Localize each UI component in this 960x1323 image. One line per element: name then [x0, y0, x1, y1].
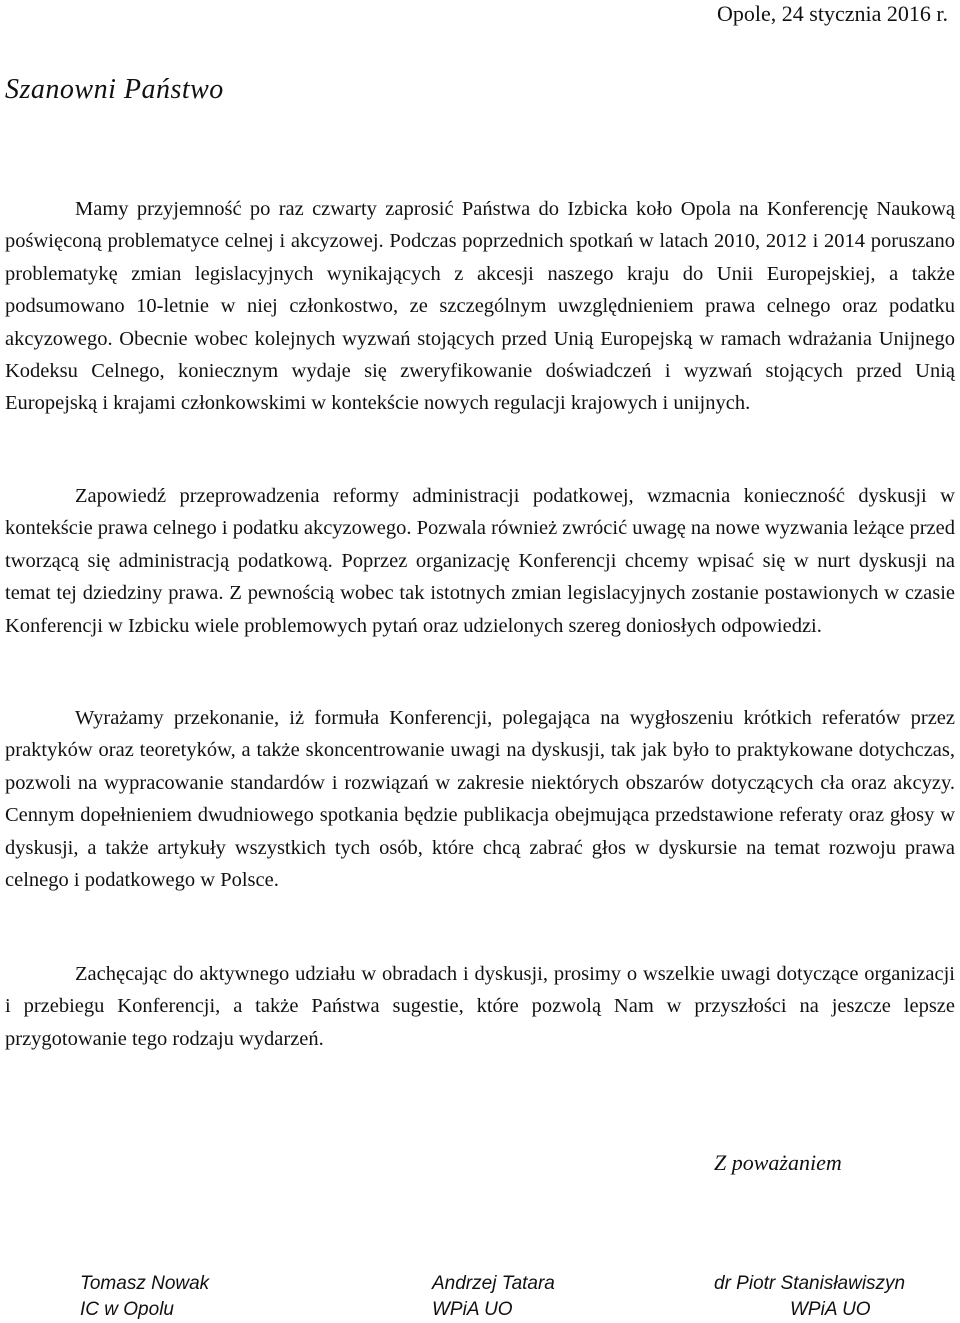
signatory-affiliation: WPiA UO	[790, 1299, 871, 1320]
paragraph-2	[5, 480, 955, 642]
signatory-affiliation: IC w Opolu	[80, 1299, 174, 1320]
signatory-affiliation: WPiA UO	[432, 1299, 513, 1320]
salutation: Szanowni Państwo	[5, 74, 224, 105]
paragraph-text: Mamy przyjemność po raz czwarty zaprosić Państwa do Izbicka koło Opola na Konferencję Naukową poświęconą problematyce celnej i akcyzowej. Podczas poprzednich spotkań w latach 2010, 2012 i 2014 poruszano problematykę zmian legislacyjnych wynikających z akcesji naszego kraju do Unii Europejskiej, a także podsumowano 10-letnie w niej członkostwo, ze szczególnym uwzględnieniem prawa celnego oraz podatku akcyzowego. Obecnie wobec kolejnych wyzwań stojących przed Unią Europejską w ramach wdrażania Unijnego Kodeksu Celnego, koniecznym wydaje się zweryfikowanie doświadczeń i wyzwań stojących przed Unią Europejską i krajami członkowskimi w kontekście nowych regulacji krajowych i unijnych.	[5, 198, 955, 415]
signatory-2	[432, 1271, 555, 1323]
paragraph-text: Zapowiedź przeprowadzenia reformy administracji podatkowej, wzmacnia konieczność dyskusji w kontekście prawa celnego i podatku akcyzowego. Pozwala również zwrócić uwagę na nowe wyzwania leżące przed tworzącą się administracją podatkową. Poprzez organizację Konferencji chcemy wpisać się w nurt dyskusji na temat tej dziedziny prawa. Z pewnością wobec tak istotnych zmian legislacyjnych zostanie postawionych w czasie Konferencji w Izbicku wiele problemowych pytań oraz udzielonych szereg doniosłych odpowiedzi.	[5, 485, 955, 637]
closing-phrase: Z poważaniem	[714, 1150, 842, 1175]
paragraph-text: Wyrażamy przekonanie, iż formuła Konferencji, polegająca na wygłoszeniu krótkich referatów przez praktyków oraz teoretyków, a także skoncentrowanie uwagi na dyskusji, tak jak było to praktykowane dotychczas, pozwoli na wypracowanie standardów i rozwiązań w zakresie niektórych obszarów dotyczących cła oraz akcyzy. Cennym dopełnieniem dwudniowego spotkania będzie publikacja obejmująca przedstawione referaty oraz głosy w dyskusji, a także artykuły wszystkich tych osób, które chcą zabrać głos w dyskursie na temat rozwoju prawa celnego i podatkowego w Polsce.	[5, 707, 955, 892]
paragraph-text: Zachęcając do aktywnego udziału w obradach i dyskusji, prosimy o wszelkie uwagi dotyczące organizacji i przebiegu Konferencji, a także Państwa sugestie, które pozwolą Nam w przyszłości na jeszcze lepsze przygotowanie tego rodzaju wydarzeń.	[5, 963, 955, 1050]
signatory-1	[80, 1271, 209, 1323]
signatory-name: Andrzej Tatara	[432, 1273, 555, 1294]
signatory-3	[714, 1271, 905, 1323]
paragraph-4	[5, 958, 955, 1055]
paragraph-1	[5, 193, 955, 420]
paragraph-3	[5, 702, 955, 896]
signatory-name: dr Piotr Stanisławiszyn	[714, 1273, 906, 1294]
place-date: Opole, 24 stycznia 2016 r.	[717, 1, 948, 26]
signatory-name: Tomasz Nowak	[80, 1273, 210, 1294]
